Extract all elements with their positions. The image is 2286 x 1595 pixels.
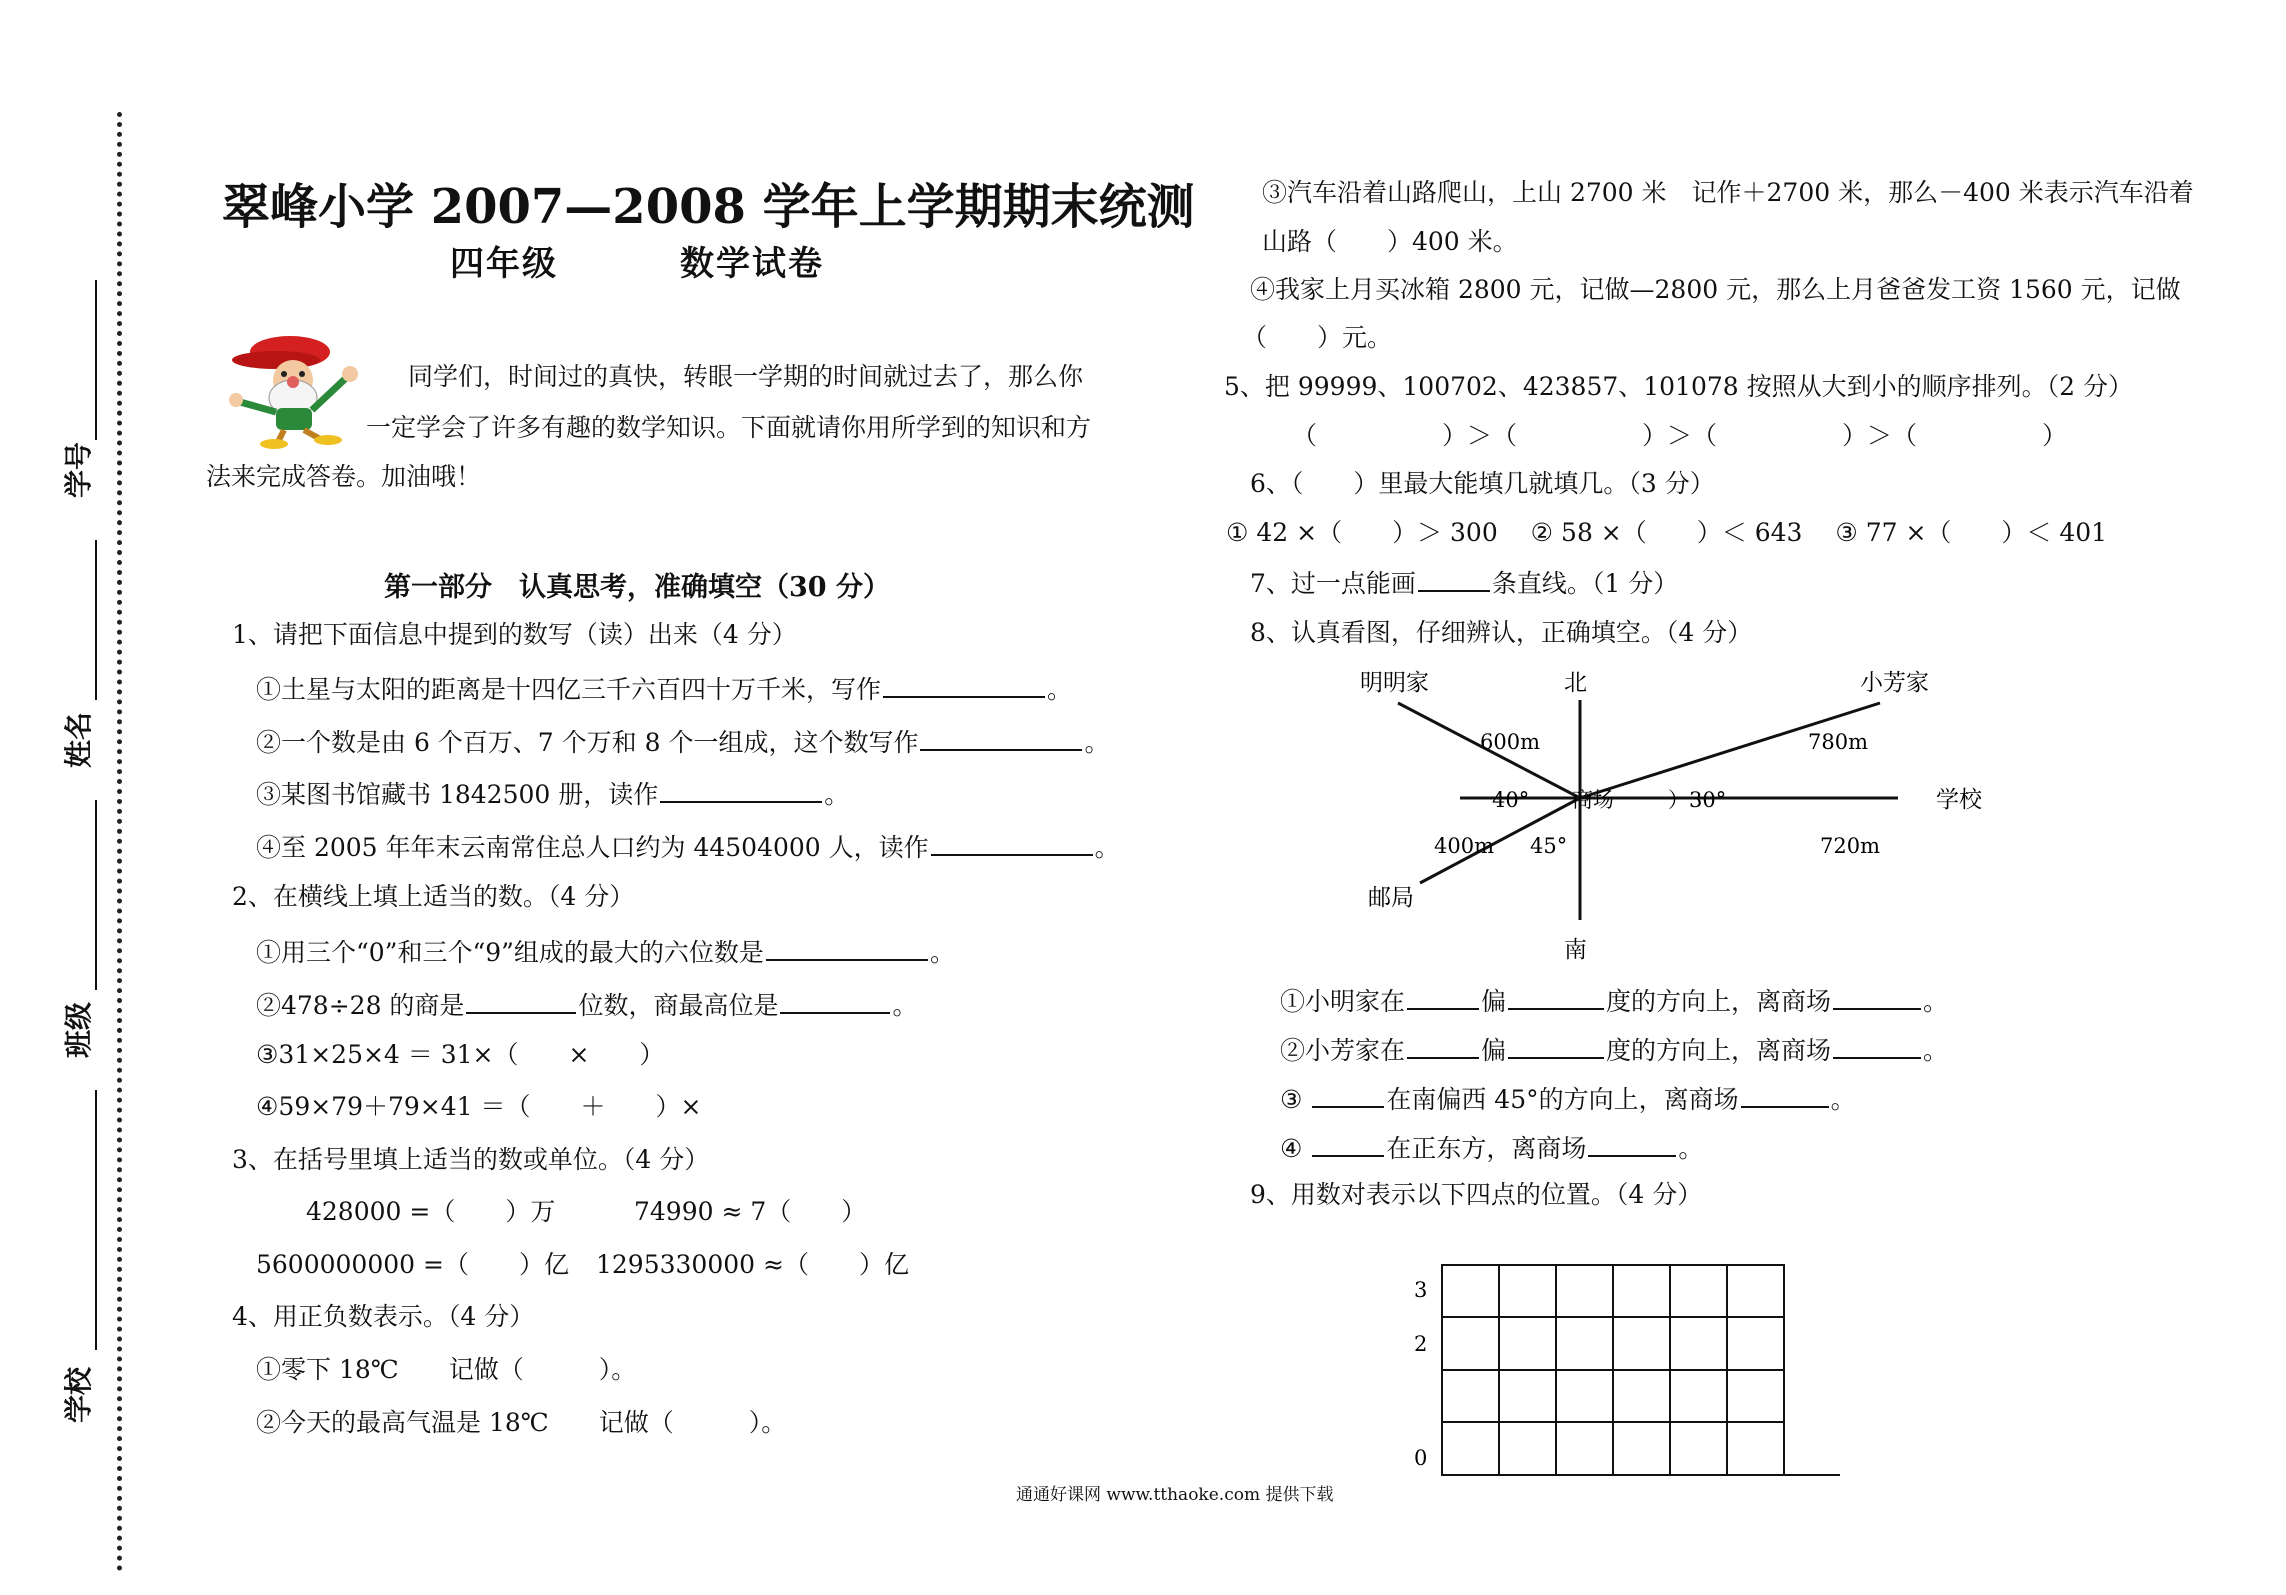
angle-40: 40°	[1492, 788, 1530, 812]
q9-stem: 9、用数对表示以下四点的位置。（4 分）	[1250, 1180, 1703, 1209]
q4-c-line-1: ③汽车沿着山路爬山，上山 2700 米 记作＋2700 米，那么－400 米表示汽车沿着	[1262, 178, 2194, 207]
grid-y-0: 0	[1414, 1446, 1428, 1470]
intro-line-1: 同学们，时间过的真快，转眼一学期的时间就过去了，那么你	[408, 362, 1084, 391]
q8-c-blank-1[interactable]	[1312, 1082, 1384, 1108]
q7: 7、过一点能画 条直线。（1 分）	[1250, 566, 1678, 599]
intro-line-2: 一定学会了许多有趣的数学知识。下面就请你用所学到的知识和方	[366, 413, 1092, 442]
intro-line-3: 法来完成答卷。加油哦！	[206, 462, 482, 491]
subject-label: 数学试卷	[680, 244, 824, 284]
q8-b: ②小芳家在 偏 度的方向上，离商场 。	[1280, 1033, 1948, 1066]
q4-d-line-1: ④我家上月买冰箱 2800 元，记做—2800 元，那么上月爸爸发工资 1560 元，记做	[1250, 275, 2181, 304]
xiaofang-label: 小芳家	[1860, 670, 1929, 696]
q2-c: ③31×25×4 ＝ 31×（ × ）	[256, 1040, 665, 1069]
distance-post: 400m	[1434, 834, 1494, 858]
distance-mingming: 600m	[1480, 730, 1540, 754]
distance-school: 720m	[1820, 834, 1880, 858]
center-label: 商场	[1572, 788, 1614, 812]
north-label: 北	[1564, 670, 1587, 696]
q1-b: ②一个数是由 6 个百万、7 个万和 8 个一组成，这个数写作 。	[256, 725, 1109, 758]
q2-b-blank-1[interactable]	[466, 988, 576, 1014]
q8-c-blank-2[interactable]	[1741, 1082, 1829, 1108]
grade-label: 四年级	[450, 244, 558, 284]
q1-b-blank[interactable]	[920, 725, 1082, 751]
grid-lines	[1442, 1265, 1840, 1475]
q8-b-blank-1[interactable]	[1407, 1033, 1479, 1059]
q6-items: ① 42 ×（ ）＞ 300 ② 58 ×（ ）＜ 643 ③ 77 ×（ ）＜ 401	[1226, 518, 2108, 547]
q1-d-blank[interactable]	[931, 830, 1093, 856]
q5-stem: 5、把 99999、100702、423857、101078 按照从大到小的顺序排列。（2 分）	[1224, 372, 2133, 401]
q2-b: ②478÷28 的商是 位数，商最高位是 。	[256, 988, 917, 1021]
q7-blank[interactable]	[1418, 566, 1490, 592]
q1-d: ④至 2005 年年末云南常住总人口约为 44504000 人，读作 。	[256, 830, 1120, 863]
mascot-illustration	[218, 330, 368, 450]
q4-stem: 4、用正负数表示。（4 分）	[232, 1302, 535, 1331]
q3-stem: 3、在括号里填上适当的数或单位。（4 分）	[232, 1145, 710, 1174]
q8-c: ③ 在南偏西 45°的方向上，离商场 。	[1280, 1082, 1856, 1115]
angle-45: 45°	[1530, 834, 1568, 858]
q4-a: ①零下 18℃ 记做（ ）。	[256, 1355, 637, 1384]
q3-d: 1295330000 ≈（ ）亿	[596, 1250, 909, 1279]
q8-a-blank-3[interactable]	[1833, 984, 1921, 1010]
q8-a-blank-1[interactable]	[1407, 984, 1479, 1010]
q8-d: ④ 在正东方，离商场 。	[1280, 1131, 1703, 1164]
grid-y-3: 3	[1414, 1278, 1428, 1302]
class-field[interactable]	[95, 800, 97, 990]
distance-xiaofang: 780m	[1808, 730, 1868, 754]
q2-a: ①用三个“0”和三个“9”组成的最大的六位数是 。	[256, 935, 955, 968]
post-label: 邮局	[1368, 885, 1414, 911]
section-1-title: 第一部分 认真思考，准确填空（30 分）	[384, 572, 890, 603]
q4-b: ②今天的最高气温是 18℃ 记做（ ）。	[256, 1408, 787, 1437]
q3-b: 74990 ≈ 7（ ）	[634, 1197, 867, 1226]
name-label: 姓名	[62, 712, 95, 769]
name-field[interactable]	[95, 540, 97, 700]
direction-map	[1320, 655, 2020, 965]
q8-a: ①小明家在 偏 度的方向上，离商场 。	[1280, 984, 1948, 1017]
q2-stem: 2、在横线上填上适当的数。（4 分）	[232, 882, 635, 911]
footer-source: 通通好课网 www.tthaoke.com 提供下载	[1016, 1485, 1334, 1505]
q6-stem: 6、（ ）里最大能填几就填几。（3 分）	[1250, 469, 1715, 498]
q8-d-blank-1[interactable]	[1312, 1131, 1384, 1157]
page-title: 翠峰小学 2007—2008 学年上学期期末统测	[222, 179, 1195, 235]
q1-stem: 1、请把下面信息中提到的数写（读）出来（4 分）	[232, 620, 797, 649]
q1-c-blank[interactable]	[660, 777, 822, 803]
class-label: 班级	[62, 1002, 95, 1059]
q2-b-blank-2[interactable]	[780, 988, 890, 1014]
school-label: 学校	[62, 1367, 95, 1424]
student-no-label: 学号	[62, 442, 95, 499]
q8-d-blank-2[interactable]	[1588, 1131, 1676, 1157]
south-label: 南	[1564, 937, 1587, 963]
q4-c-line-2: 山路（ ）400 米。	[1262, 227, 1518, 256]
q1-a-blank[interactable]	[883, 672, 1045, 698]
mingming-label: 明明家	[1360, 670, 1429, 696]
binding-dotted-line	[117, 112, 122, 1572]
school-place-label: 学校	[1936, 787, 1982, 813]
q8-stem: 8、认真看图，仔细辨认，正确填空。（4 分）	[1250, 618, 1753, 647]
q1-c: ③某图书馆藏书 1842500 册，读作 。	[256, 777, 849, 810]
q3-c: 5600000000 =（ ）亿	[256, 1250, 569, 1279]
coordinate-grid	[1400, 1255, 1850, 1485]
q5-answer: （ ）＞（ ）＞（ ）＞（ ）	[1292, 421, 2068, 450]
grid-y-2: 2	[1414, 1332, 1428, 1356]
student-no-field[interactable]	[95, 280, 97, 440]
school-field[interactable]	[95, 1090, 97, 1350]
q1-a: ①土星与太阳的距离是十四亿三千六百四十万千米，写作 。	[256, 672, 1072, 705]
q2-d: ④59×79＋79×41 ＝（ ＋ ）×	[256, 1092, 702, 1121]
q4-d-line-2: （ ）元。	[1242, 323, 1393, 352]
q8-b-blank-2[interactable]	[1508, 1033, 1604, 1059]
q3-a: 428000 =（ ）万	[306, 1197, 556, 1226]
q2-a-blank[interactable]	[766, 935, 928, 961]
q8-a-blank-2[interactable]	[1508, 984, 1604, 1010]
angle-30: ）30°	[1668, 788, 1727, 812]
q8-b-blank-3[interactable]	[1833, 1033, 1921, 1059]
